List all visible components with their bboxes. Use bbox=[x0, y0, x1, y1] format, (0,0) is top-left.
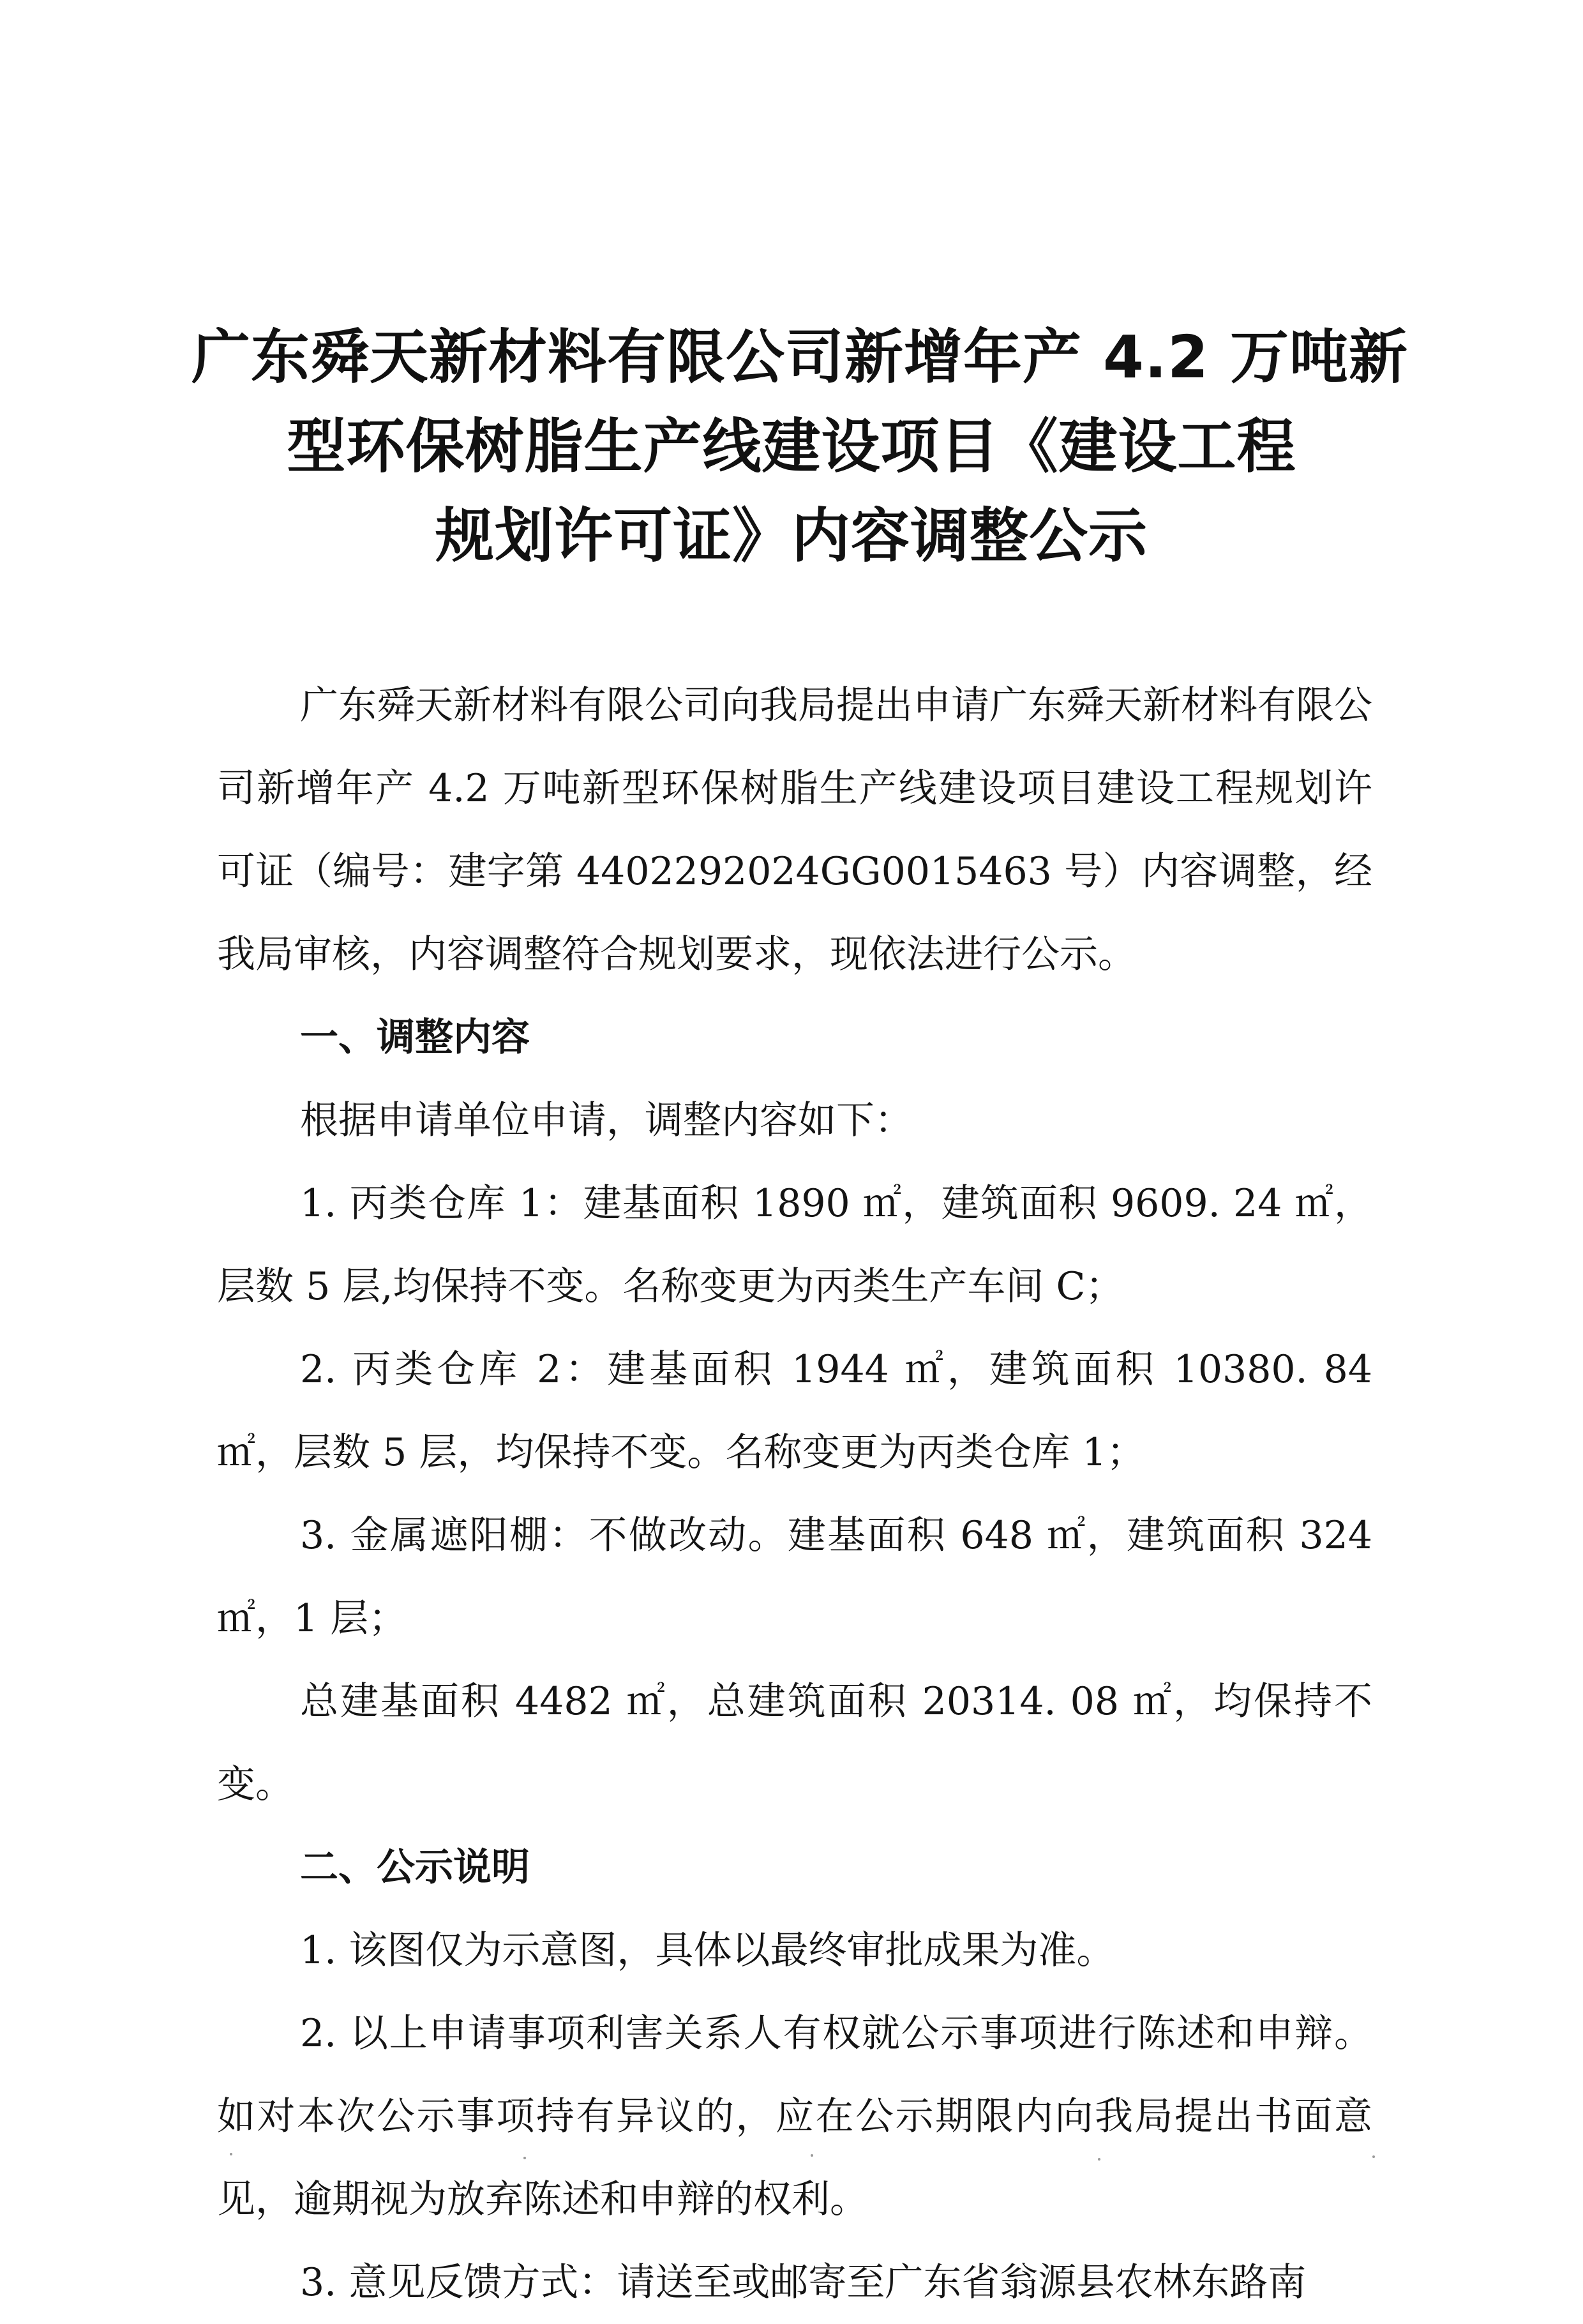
scan-specks bbox=[0, 2152, 1583, 2164]
notice-item-3: 3. 意见反馈方式：请送至或邮寄至广东省翁源县农林东路南 bbox=[300, 2260, 1307, 2305]
adjustment-item-1: 1. 丙类仓库 1：建基面积 1890 ㎡，建筑面积 9609. 24 ㎡，层数 5 层,均保持不变。名称变更为丙类生产车间 C； bbox=[217, 1181, 1372, 1309]
notice-item-1: 1. 该图仅为示意图，具体以最终审批成果为准。 bbox=[300, 1928, 1115, 1973]
scan-speck bbox=[1098, 2158, 1100, 2161]
scan-speck bbox=[1372, 2155, 1375, 2158]
intro-paragraph: 广东舜天新材料有限公司向我局提出申请广东舜天新材料有限公司新增年产 4.2 万吨新型环保树脂生产线建设项目建设工程规划许可证（编号：建字第 4402292024GG0015463 号）内容调整，经我局审核，内容调整符合规划要求，现依法进行公示。 bbox=[217, 683, 1372, 977]
notice-item-2: 2. 以上申请事项利害关系人有权就公示事项进行陈述和申辩。如对本次公示事项持有异议的，应在公示期限内向我局提出书面意见，逾期视为放弃陈述和申辩的权利。 bbox=[217, 2011, 1372, 2222]
scan-speck bbox=[523, 2157, 526, 2159]
document-body bbox=[217, 664, 1372, 2324]
scan-speck bbox=[811, 2154, 813, 2157]
document-title bbox=[191, 313, 1409, 581]
scan-speck bbox=[230, 2153, 232, 2155]
section-2-heading: 二、公示说明 bbox=[300, 1845, 530, 1890]
section-1-heading: 一、调整内容 bbox=[300, 1015, 530, 1060]
adjustment-item-2: 2. 丙类仓库 2：建基面积 1944 ㎡，建筑面积 10380. 84 ㎡，层数 5 层，均保持不变。名称变更为丙类仓库 1； bbox=[217, 1347, 1372, 1475]
adjustment-item-3: 3. 金属遮阳棚：不做改动。建基面积 648 ㎡，建筑面积 324 ㎡，1 层； bbox=[217, 1513, 1372, 1641]
title-line-2: 型环保树脂生产线建设项目《建设工程 bbox=[287, 412, 1296, 481]
title-line-1: 广东舜天新材料有限公司新增年产 4.2 万吨新 bbox=[191, 323, 1409, 391]
section-1-lead: 根据申请单位申请，调整内容如下： bbox=[300, 1098, 913, 1143]
adjustment-total: 总建基面积 4482 ㎡，总建筑面积 20314. 08 ㎡，均保持不变。 bbox=[217, 1679, 1372, 1807]
title-line-3: 规划许可证》内容调整公示 bbox=[435, 502, 1148, 570]
